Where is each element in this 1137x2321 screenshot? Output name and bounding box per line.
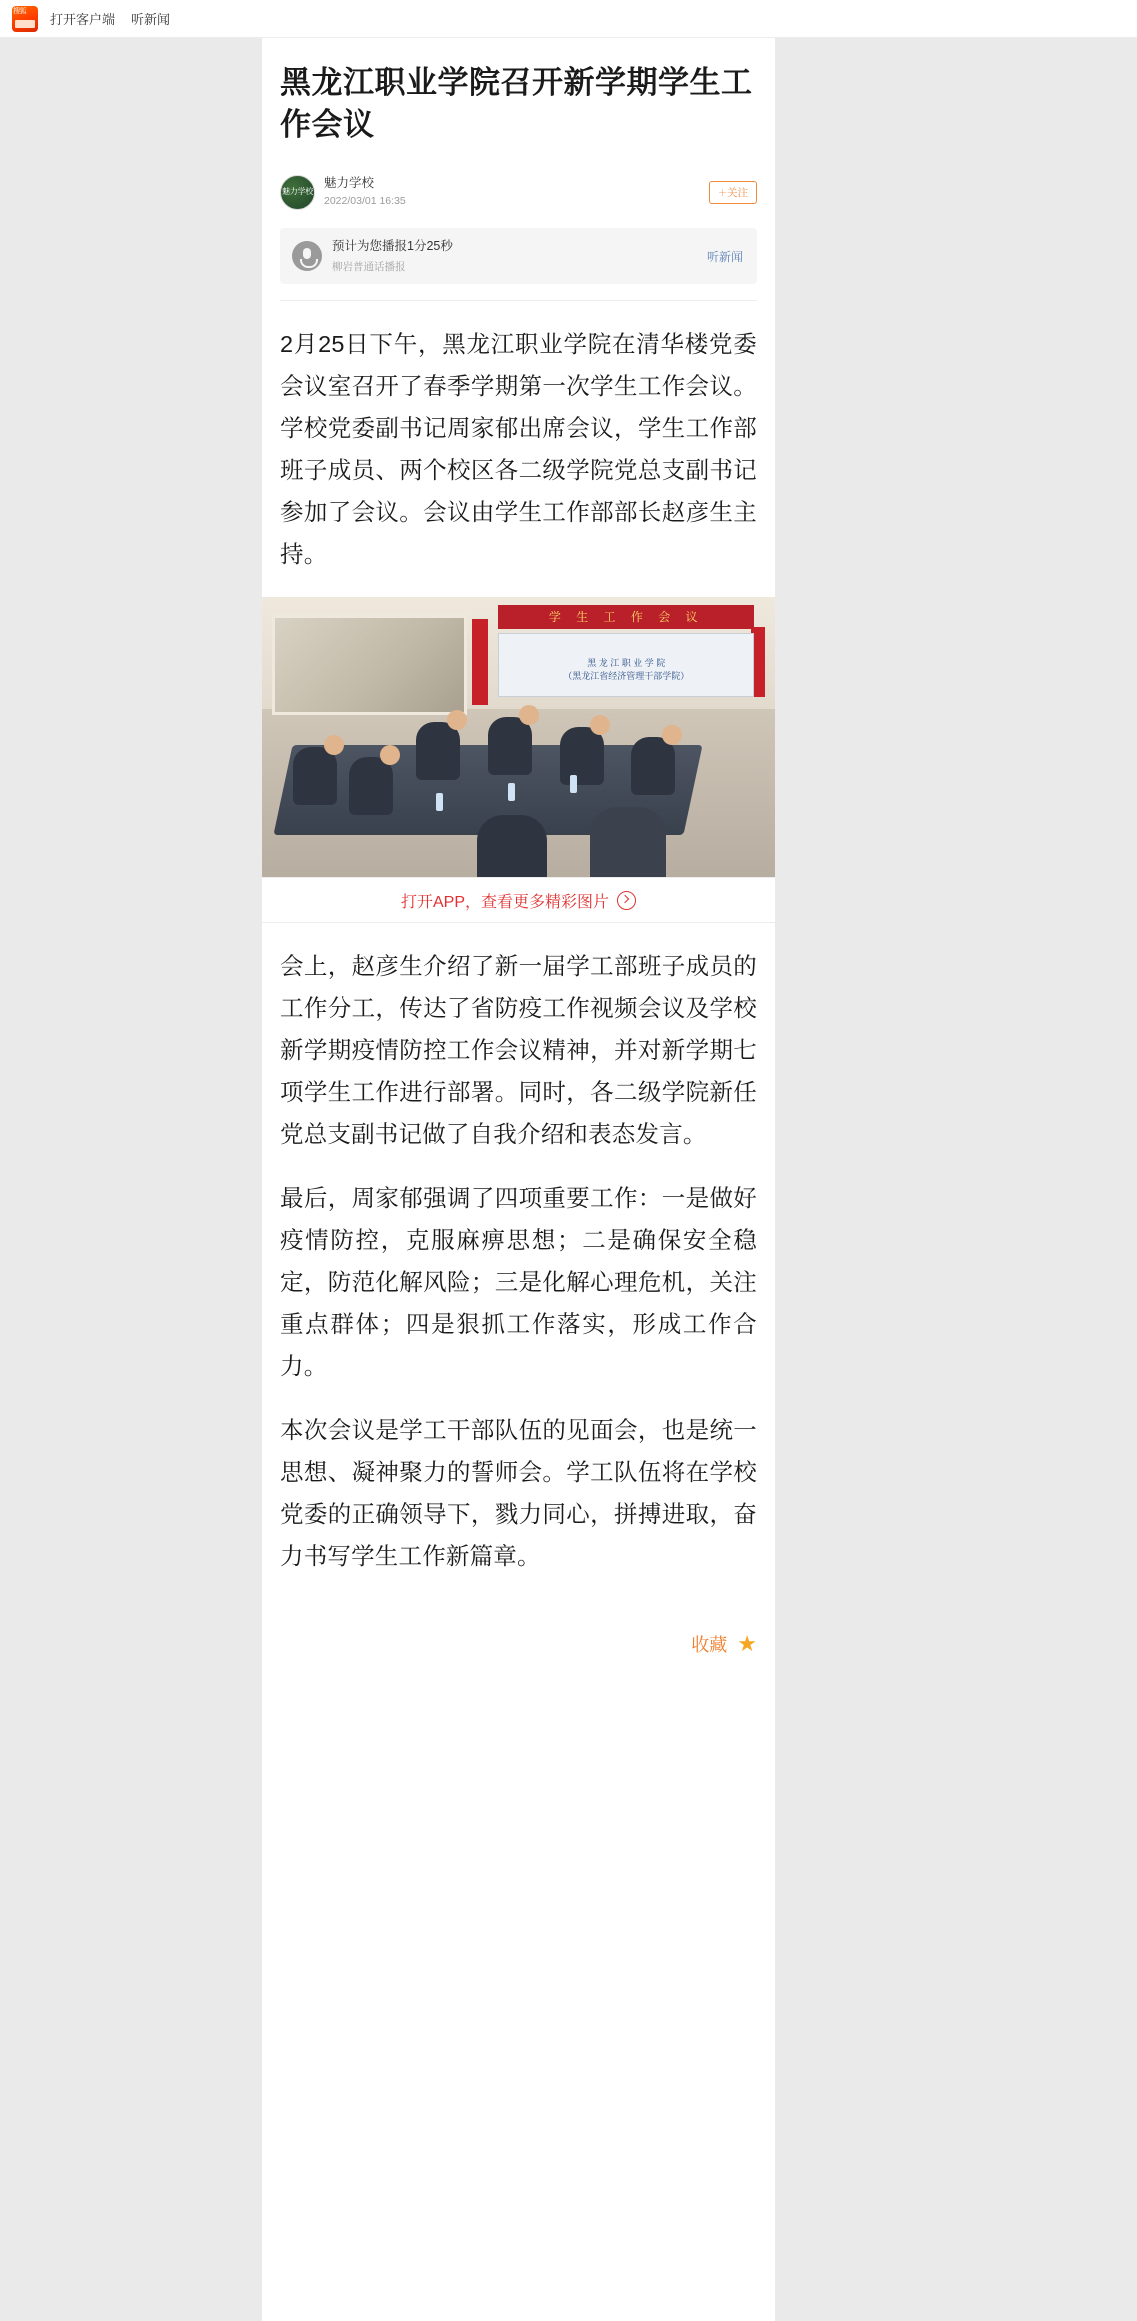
photo-person-head — [662, 725, 682, 745]
photo-person-head — [324, 735, 344, 755]
photo-flag-left — [472, 619, 488, 705]
plus-icon: ＋ — [717, 187, 727, 198]
photo-bottle — [508, 783, 515, 801]
paragraph-3: 最后，周家郁强调了四项重要工作：一是做好疫情防控，克服麻痹思想；二是确保安全稳定，防范化解风险；三是化解心理危机，关注重点群体；四是狠抓工作落实，形成工作合力。 — [280, 1185, 757, 1379]
photo-person — [293, 747, 337, 805]
open-client-link[interactable]: 打开客户端 — [50, 12, 116, 27]
photo-wall-painting — [272, 615, 467, 715]
photo-person-head — [380, 745, 400, 765]
photo-bottle — [436, 793, 443, 811]
paragraph-2: 会上，赵彦生介绍了新一届学工部班子成员的工作分工，传达了省防疫工作视频会议及学校新学期疫情防控工作会议精神，并对新学期七项学生工作进行部署。同时，各二级学院新任党总支副书记做了自我介绍和表态发言。 — [280, 953, 757, 1147]
follow-button[interactable] — [709, 181, 757, 204]
article-card — [262, 38, 775, 2321]
listen-news-button[interactable]: 听新闻 — [706, 249, 743, 264]
audio-text — [332, 238, 707, 273]
open-app-label: 打开APP，查看更多精彩图片 — [400, 893, 610, 911]
photo-person — [560, 727, 604, 785]
paragraph-4: 本次会议是学工干部队伍的见面会，也是统一思想、凝神聚力的誓师会。学工队伍将在学校党委的正确领导下，戮力同心，拼搏进取，奋力书写学生工作新篇章。 — [280, 1417, 757, 1569]
photo-person-head — [519, 705, 539, 725]
article-inner-bottom — [262, 945, 775, 1685]
paragraph-1: 2月25日下午，黑龙江职业学院在清华楼党委会议室召开了春季学期第一次学生工作会议。学校党委副书记周家郁出席会议，学生工作部班子成员、两个校区各二级学院党总支副书记参加了会议。会议由学生工作部部长赵彦生主持。 — [280, 331, 757, 567]
favorite-label: 收藏 — [691, 1635, 728, 1655]
photo-screen-line1: 黑 龙 江 职 业 学 院 — [587, 658, 666, 668]
favorite-row[interactable] — [280, 1631, 757, 1685]
photo-person-head — [447, 710, 467, 730]
avatar[interactable] — [280, 175, 315, 210]
audio-narrator-text: 柳岩普通话播报 — [332, 260, 406, 273]
page-title: 黑龙江职业学院召开新学期学生工作会议 — [280, 65, 753, 142]
publish-time: 2022/03/01 16:35 — [324, 194, 406, 207]
photo-person — [349, 757, 393, 815]
photo-bottle — [570, 775, 577, 793]
article-figure — [262, 597, 775, 923]
photo-person-foreground — [590, 807, 666, 877]
photo-screen-line2: （黑龙江省经济管理干部学院） — [563, 671, 690, 681]
avatar-label: 魅力学校 — [282, 186, 313, 196]
star-icon[interactable]: ★ — [737, 1631, 757, 1656]
author-name[interactable]: 魅力学校 — [324, 176, 375, 191]
photo-person — [416, 722, 460, 780]
photo-banner-text: 学 生 工 作 会 议 — [498, 605, 755, 629]
audio-duration-text: 预计为您播报1分25秒 — [332, 239, 453, 254]
author-meta — [324, 176, 709, 208]
follow-button-label: 关注 — [727, 186, 748, 199]
top-bar — [0, 0, 1137, 38]
sogou-logo-label: 搜狐 — [13, 6, 26, 15]
open-app-button[interactable] — [262, 877, 775, 923]
chevron-right-icon — [617, 891, 636, 910]
photo-person — [631, 737, 675, 795]
audio-player-bar[interactable] — [280, 228, 757, 284]
photo-person — [488, 717, 532, 775]
author-row — [280, 172, 757, 212]
divider — [280, 300, 757, 301]
photo-screen — [498, 633, 755, 697]
sogou-logo-icon[interactable] — [12, 6, 38, 32]
article-inner — [262, 62, 775, 575]
microphone-icon — [292, 241, 322, 271]
listen-news-link[interactable]: 听新闻 — [131, 12, 171, 27]
meeting-photo[interactable] — [262, 597, 775, 877]
sogou-logo-shape — [15, 20, 35, 28]
photo-person-foreground — [477, 815, 547, 877]
